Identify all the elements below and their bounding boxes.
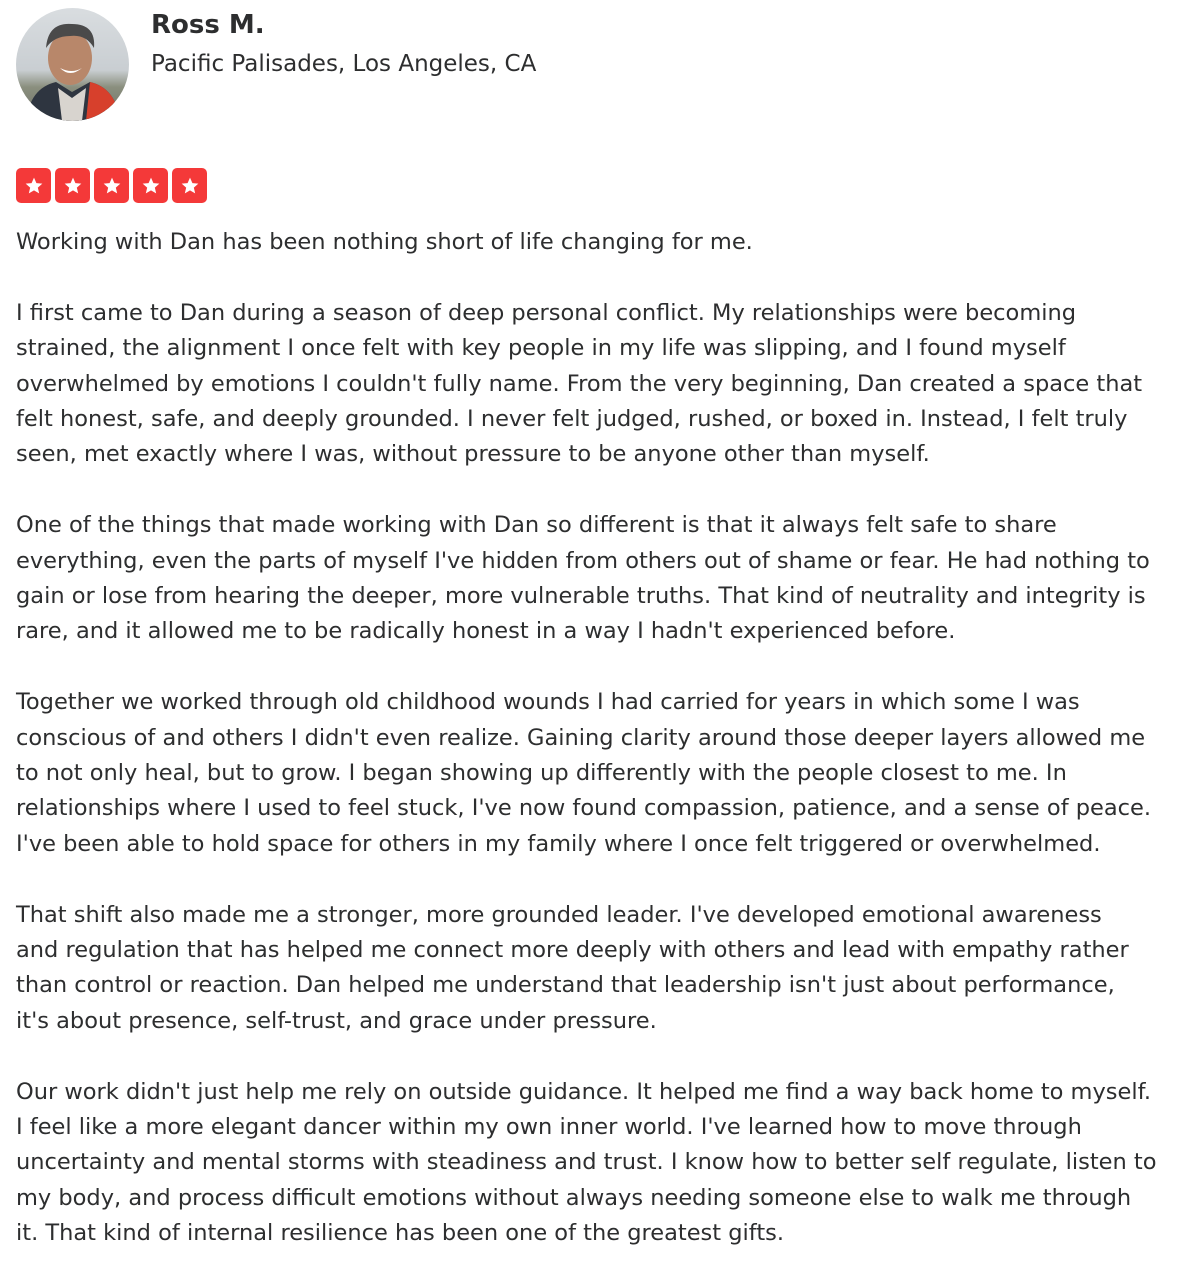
review-line: my body, and process difficult emotions without always needing someone else to walk me through [16,1184,1132,1211]
review-line: I've been able to hold space for others in my family where I once felt triggered or overwhelmed. [16,830,1101,857]
review-text [16,225,1157,1287]
review-paragraph [16,296,1157,473]
review-line: it's about presence, self-trust, and grace under pressure. [16,1007,657,1034]
review-paragraph [16,898,1157,1040]
reviewer-name[interactable]: Ross M. [151,10,265,40]
star-icon [94,168,129,203]
review-line: to not only heal, but to grow. I began showing up differently with the people closest to me. In [16,760,1067,787]
review-line: conscious of and others I didn't even realize. Gaining clarity around those deeper layers allowed me [16,724,1146,751]
review-line: Working with Dan has been nothing short of life changing for me. [16,229,753,255]
reviewer-avatar[interactable] [16,8,129,121]
review-line: rare, and it allowed me to be radically honest in a way I hadn't experienced before. [16,618,956,645]
review-line: Together we worked through old childhood wounds I had carried for years in which some I was [16,689,1080,716]
review-line: Our work didn't just help me rely on outside guidance. It helped me find a way back home to myself. [16,1078,1152,1105]
review-line: relationships where I used to feel stuck, I've now found compassion, patience, and a sense of peace. [16,795,1152,822]
review-paragraph [16,685,1157,862]
star-icon [133,168,168,203]
review-line: That shift also made me a stronger, more grounded leader. I've developed emotional awareness [16,901,1102,928]
review-line: it. That kind of internal resilience has been one of the greatest gifts. [16,1220,785,1247]
star-icon [16,168,51,203]
review-line: gain or lose from hearing the deeper, more vulnerable truths. That kind of neutrality and integrity is [16,583,1146,610]
user-photo-icon [16,8,129,121]
review-paragraph [16,508,1157,650]
review-line: strained, the alignment I once felt with key people in my life was slipping, and I found myself [16,335,1066,362]
review-line: everything, even the parts of myself I've hidden from others out of shame or fear. He had nothing to [16,547,1150,574]
review-line: uncertainty and mental storms with steadiness and trust. I know how to better self regulate, listen to [16,1149,1157,1176]
star-rating [16,168,207,203]
review-line: and regulation that has helped me connect more deeply with others and lead with empathy rather [16,937,1129,964]
reviewer-location: Pacific Palisades, Los Angeles, CA [151,51,537,77]
review-line: One of the things that made working with Dan so different is that it always felt safe to share [16,512,1057,539]
review-line: felt honest, safe, and deeply grounded. I never felt judged, rushed, or boxed in. Instead, I felt truly [16,406,1128,433]
review-line: than control or reaction. Dan helped me understand that leadership isn't just about performance, [16,972,1115,999]
star-icon [172,168,207,203]
review-line: overwhelmed by emotions I couldn't fully name. From the very beginning, Dan created a space that [16,370,1143,397]
review-line: seen, met exactly where I was, without pressure to be anyone other than myself. [16,441,930,468]
review-line: I feel like a more elegant dancer within my own inner world. I've learned how to move through [16,1114,1082,1141]
star-icon [55,168,90,203]
review-paragraph [16,225,1157,260]
review-line: I first came to Dan during a season of deep personal conflict. My relationships were becoming [16,299,1077,326]
review-paragraph [16,1075,1157,1252]
